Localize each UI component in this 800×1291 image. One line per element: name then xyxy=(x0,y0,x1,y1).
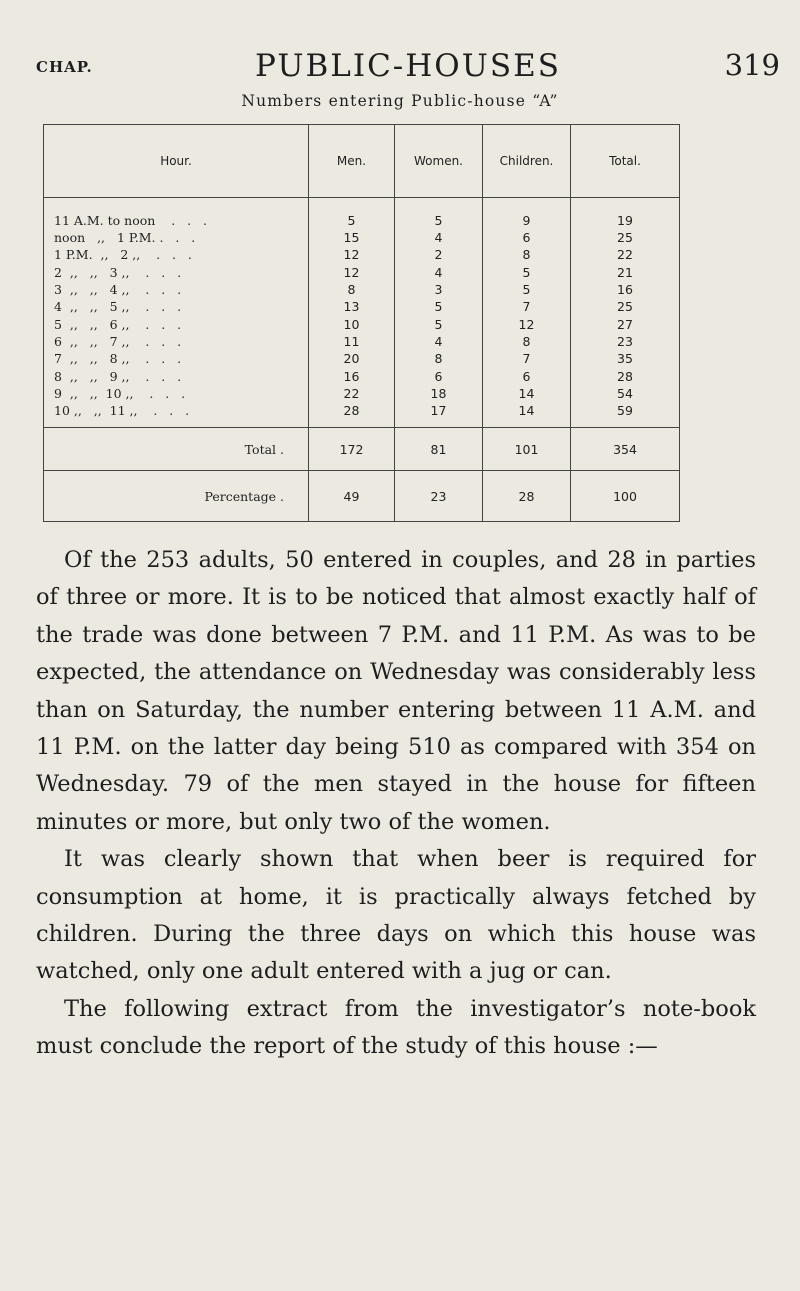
women-cell: 5 xyxy=(395,315,483,332)
hour-cell: 8 ,, ,, 9 ,, . . . xyxy=(54,368,182,384)
hour-cell: 10 ,, ,, 11 ,, . . . xyxy=(54,403,190,419)
men-cell: 12 xyxy=(309,264,395,281)
women-cell: 3 xyxy=(395,281,483,298)
total-cell: 59 xyxy=(571,402,680,428)
women-cell: 5 xyxy=(395,298,483,315)
table-row xyxy=(44,385,680,402)
women-cell: 8 xyxy=(395,350,483,367)
children-cell: 12 xyxy=(483,315,571,332)
men-cell: 8 xyxy=(309,281,395,298)
total-women: 81 xyxy=(395,428,483,471)
women-cell: 6 xyxy=(395,367,483,384)
men-cell: 22 xyxy=(309,385,395,402)
children-cell: 6 xyxy=(483,229,571,246)
column-header-hour: Hour. xyxy=(44,125,309,198)
total-men: 172 xyxy=(309,428,395,471)
table-row xyxy=(44,229,680,246)
paragraph-couples: Of the 253 adults, 50 entered in couples, and 28 in parties of three or more. It is to be noticed that almost exactly half of the trade was done between 7 P.M. and 11 P.M. As was to be expected, the attendance on Wednesday was considerably less than on Saturday, the number entering between 11 A.M. and 11 P.M. on the latter day being 510 as compared with 354 on Wednesday. 79 of the men stayed in the house for fifteen minutes or more, but only two of the women. xyxy=(36,547,756,835)
total-cell: 22 xyxy=(571,246,680,263)
children-cell: 8 xyxy=(483,246,571,263)
paragraph-children: It was clearly shown that when beer is required for consumption at home, it is practically always fetched by children. During the three days on which this house was watched, only one adult entered with a jug or can. xyxy=(36,846,756,985)
hour-cell: 9 ,, ,, 10 ,, . . . xyxy=(54,385,186,401)
men-cell: 16 xyxy=(309,367,395,384)
men-cell: 15 xyxy=(309,229,395,246)
children-cell: 9 xyxy=(483,198,571,230)
total-children: 101 xyxy=(483,428,571,471)
column-header-total: Total. xyxy=(571,125,680,198)
women-cell: 4 xyxy=(395,333,483,350)
hour-cell: 6 ,, ,, 7 ,, . . . xyxy=(54,333,182,349)
men-cell: 12 xyxy=(309,246,395,263)
total-cell: 27 xyxy=(571,315,680,332)
children-cell: 5 xyxy=(483,264,571,281)
total-cell: 28 xyxy=(571,367,680,384)
table-row xyxy=(44,367,680,384)
men-cell: 13 xyxy=(309,298,395,315)
hour-cell: 7 ,, ,, 8 ,, . . . xyxy=(54,351,182,367)
total-cell: 35 xyxy=(571,350,680,367)
women-cell: 4 xyxy=(395,229,483,246)
column-header-children: Children. xyxy=(483,125,571,198)
total-row xyxy=(44,428,680,471)
running-title: PUBLIC-HOUSES xyxy=(255,48,561,84)
table-row xyxy=(44,198,680,230)
hour-cell: noon ,, 1 P.M. . . . xyxy=(54,230,196,246)
total-cell: 25 xyxy=(571,298,680,315)
hour-cell: 2 ,, ,, 3 ,, . . . xyxy=(54,264,182,280)
children-cell: 6 xyxy=(483,367,571,384)
hour-cell: 3 ,, ,, 4 ,, . . . xyxy=(54,282,182,298)
total-label: Total . xyxy=(44,428,309,471)
table-row xyxy=(44,246,680,263)
children-cell: 8 xyxy=(483,333,571,350)
chapter-marker: CHAP. xyxy=(36,58,93,76)
children-cell: 7 xyxy=(483,350,571,367)
total-total: 354 xyxy=(571,428,680,471)
table-row xyxy=(44,281,680,298)
column-header-women: Women. xyxy=(395,125,483,198)
percentage-children: 28 xyxy=(483,471,571,522)
men-cell: 5 xyxy=(309,198,395,230)
table-caption: Numbers entering Public-house “A” xyxy=(241,92,559,110)
women-cell: 17 xyxy=(395,402,483,428)
total-cell: 54 xyxy=(571,385,680,402)
column-header-men: Men. xyxy=(309,125,395,198)
hour-cell: 4 ,, ,, 5 ,, . . . xyxy=(54,299,182,315)
percentage-total: 100 xyxy=(571,471,680,522)
table-row xyxy=(44,350,680,367)
total-cell: 21 xyxy=(571,264,680,281)
hour-cell: 5 ,, ,, 6 ,, . . . xyxy=(54,316,182,332)
percentage-row xyxy=(44,471,680,522)
table-header-row xyxy=(44,125,680,198)
men-cell: 10 xyxy=(309,315,395,332)
women-cell: 4 xyxy=(395,264,483,281)
percentage-men: 49 xyxy=(309,471,395,522)
total-cell: 25 xyxy=(571,229,680,246)
total-cell: 16 xyxy=(571,281,680,298)
total-cell: 19 xyxy=(571,198,680,230)
visitors-table xyxy=(43,124,680,522)
women-cell: 5 xyxy=(395,198,483,230)
table-row xyxy=(44,298,680,315)
paragraph-extract: The following extract from the investigator’s note-book must conclude the report of the study of this house :— xyxy=(36,995,756,1060)
children-cell: 5 xyxy=(483,281,571,298)
percentage-women: 23 xyxy=(395,471,483,522)
men-cell: 20 xyxy=(309,350,395,367)
table-row xyxy=(44,264,680,281)
women-cell: 2 xyxy=(395,246,483,263)
table-row xyxy=(44,402,680,428)
table-row xyxy=(44,333,680,350)
men-cell: 11 xyxy=(309,333,395,350)
running-header xyxy=(36,48,780,88)
page-number: 319 xyxy=(724,48,780,82)
women-cell: 18 xyxy=(395,385,483,402)
percentage-label: Percentage . xyxy=(44,471,309,522)
table-row xyxy=(44,315,680,332)
men-cell: 28 xyxy=(309,402,395,428)
children-cell: 7 xyxy=(483,298,571,315)
hour-cell: 11 A.M. to noon . . . xyxy=(54,213,207,228)
total-cell: 23 xyxy=(571,333,680,350)
body-text xyxy=(36,542,756,1066)
children-cell: 14 xyxy=(483,402,571,428)
children-cell: 14 xyxy=(483,385,571,402)
hour-cell: 1 P.M. ,, 2 ,, . . . xyxy=(54,247,192,263)
